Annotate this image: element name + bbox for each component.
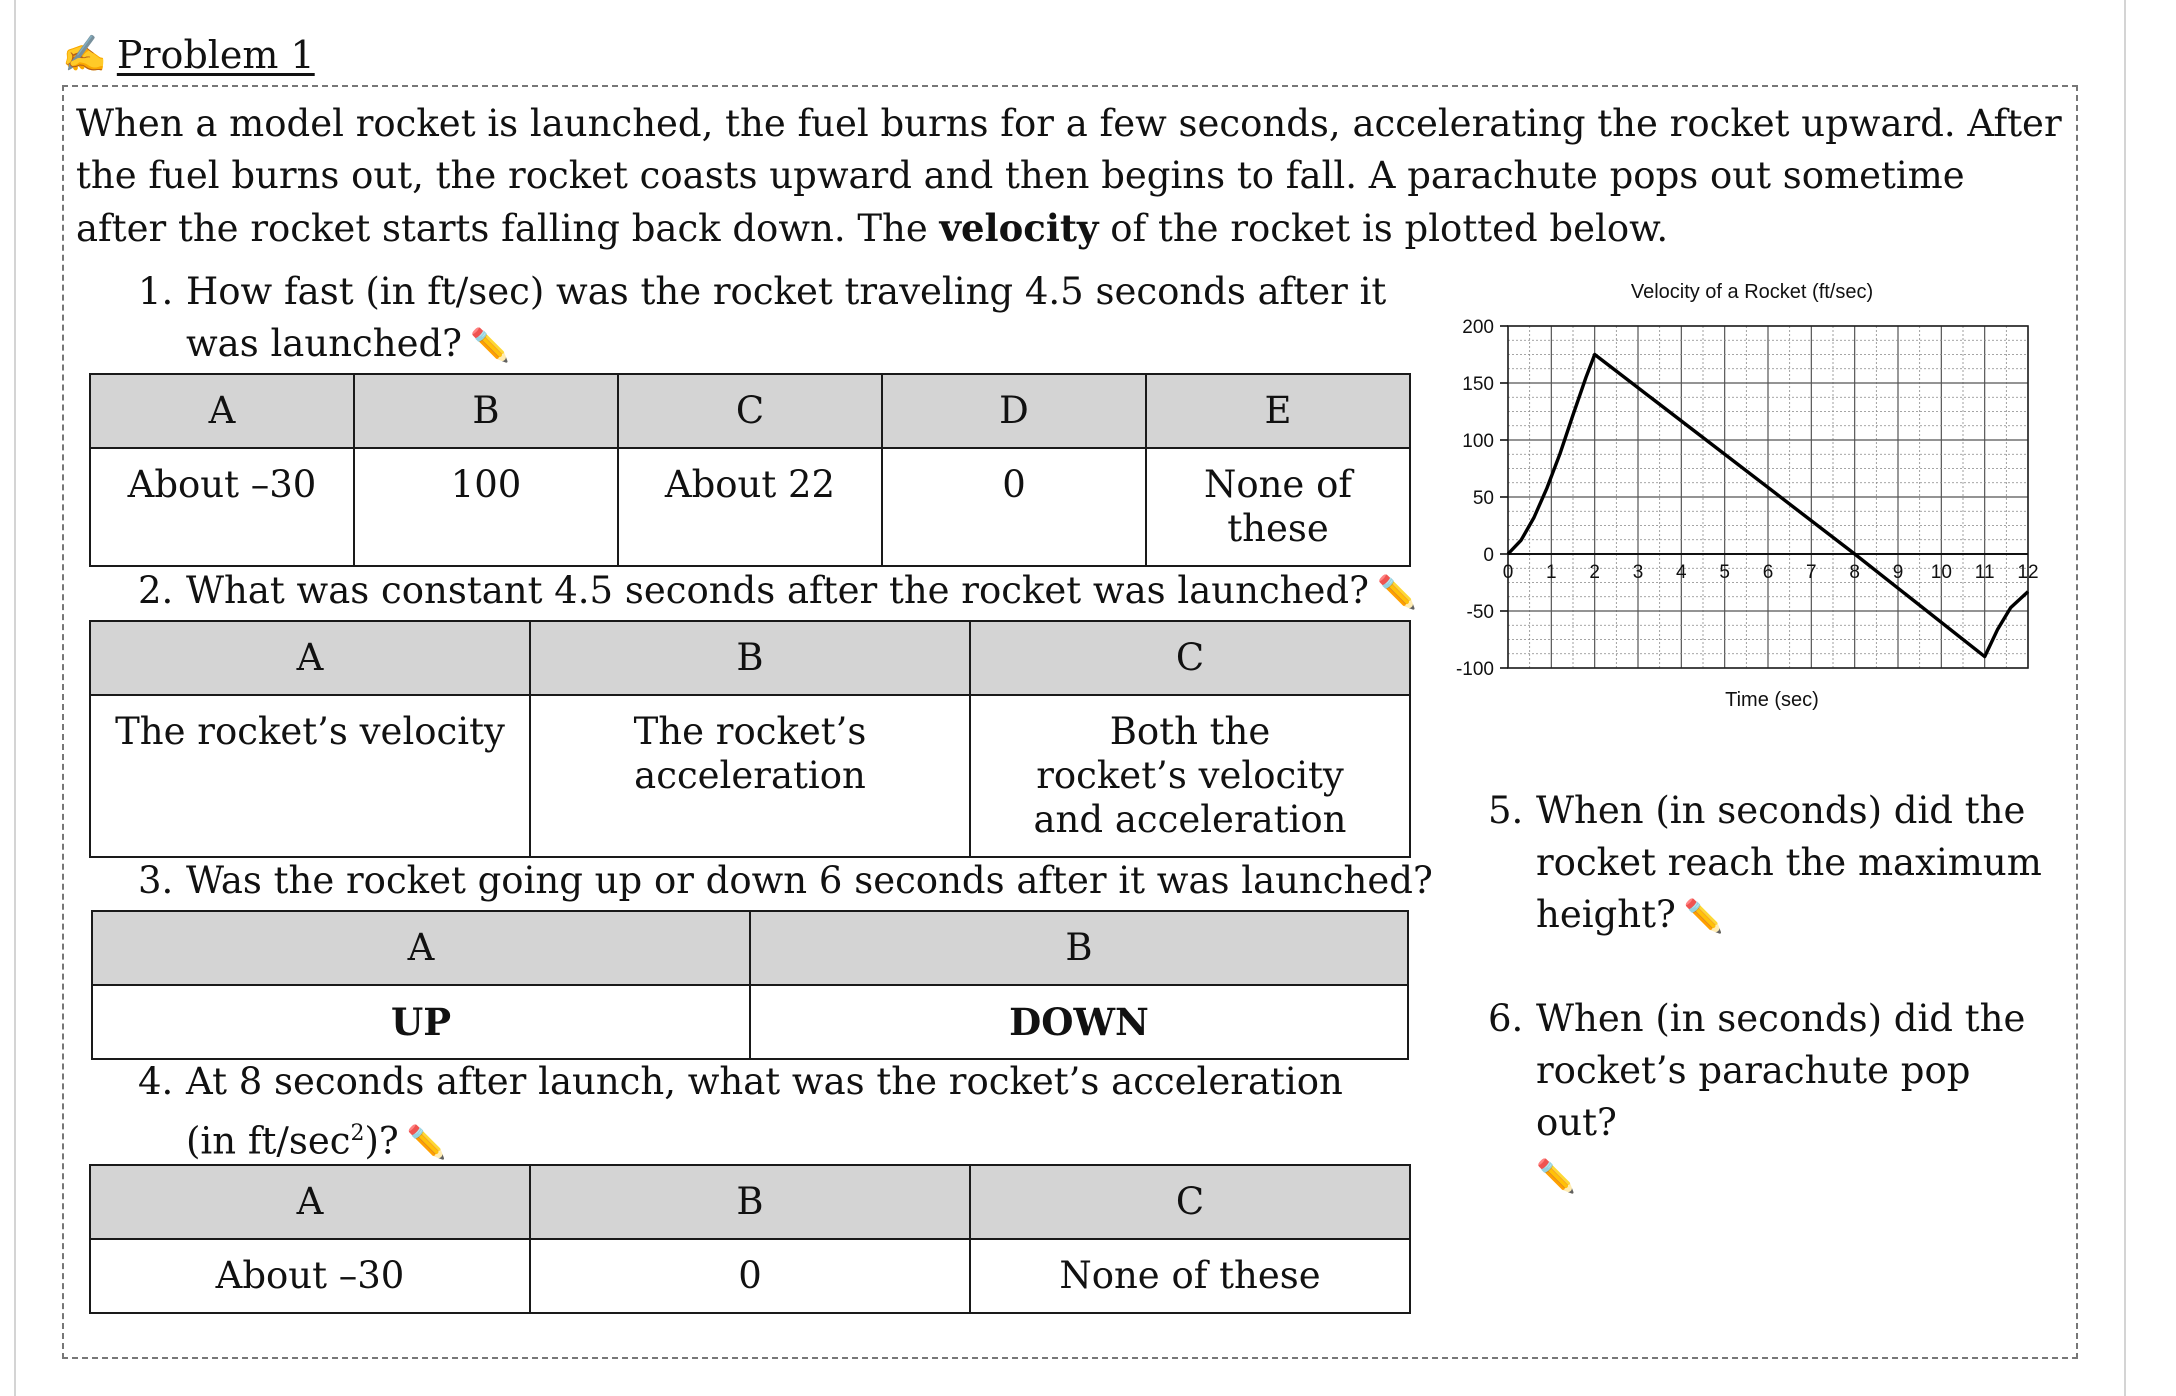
choice-header: C	[970, 1165, 1410, 1239]
answer-option[interactable]: 0	[530, 1239, 970, 1313]
page-left-border	[14, 0, 16, 1396]
y-tick-label: 100	[1462, 431, 1494, 452]
choice-header: C	[970, 621, 1410, 695]
question-text: At 8 seconds after launch, what was the rocket’s acceleration (in ft/sec	[186, 1060, 1343, 1163]
choice-header: A	[90, 374, 354, 448]
choice-header: D	[882, 374, 1146, 448]
answer-option[interactable]: DOWN	[750, 985, 1408, 1059]
answer-table-4	[89, 1164, 1411, 1314]
velocity-chart	[1430, 272, 2090, 722]
intro-text-2: of the rocket is plotted below.	[1098, 207, 1669, 250]
y-tick-label: 50	[1472, 488, 1494, 509]
choice-header: E	[1146, 374, 1410, 448]
choice-header: B	[530, 1165, 970, 1239]
question-number: 5.	[1488, 789, 1524, 832]
answer-table-1	[89, 373, 1411, 567]
question-number: 4.	[138, 1060, 174, 1103]
x-tick-label: 1	[1546, 562, 1557, 583]
choice-header: A	[90, 1165, 530, 1239]
y-tick-label: 0	[1483, 545, 1494, 566]
question-text: When (in seconds) did the rocket reach the maximum height?	[1536, 789, 2042, 936]
y-tick-label: -100	[1455, 659, 1494, 680]
answer-option[interactable]: UP	[92, 985, 750, 1059]
x-tick-label: 10	[1930, 562, 1952, 583]
chart-title: Velocity of a Rocket (ft/sec)	[1630, 281, 1874, 303]
choice-header: B	[354, 374, 618, 448]
x-tick-label: 7	[1806, 562, 1817, 583]
x-tick-label: 3	[1632, 562, 1644, 583]
question-text-end: )?	[364, 1119, 399, 1163]
question-text: What was constant 4.5 seconds after the rocket was launched?	[186, 569, 1369, 612]
answer-option[interactable]: The rocket’s acceleration	[530, 695, 970, 857]
answer-table-2	[89, 620, 1411, 858]
pencil-icon[interactable]: ✏️	[1376, 573, 1417, 611]
answer-option[interactable]: About 22	[618, 448, 882, 566]
x-tick-label: 2	[1589, 562, 1600, 583]
x-tick-label: 8	[1849, 562, 1860, 583]
answer-option[interactable]: Both the rocket’s velocity and acceleration	[970, 695, 1410, 857]
problem-intro	[76, 98, 2066, 255]
intro-text-1: When a model rocket is launched, the fuel burns for a few seconds, accelerating the rocket upward. After the fuel burns out, the rocket coasts upward and then begins to fall. A parachute pops out sometime after the rocket starts falling back down. The	[76, 102, 2062, 250]
question-number: 1.	[138, 270, 174, 313]
chart-x-axis-label: Time (sec)	[1725, 689, 1819, 711]
x-tick-label: 11	[1974, 562, 1995, 583]
pencil-icon[interactable]: ✏️	[470, 326, 510, 364]
pencil-icon[interactable]: ✏️	[1536, 1157, 1576, 1195]
x-tick-label: 12	[2017, 562, 2039, 583]
pencil-icon[interactable]: ✏️	[406, 1123, 447, 1162]
answer-option[interactable]: 100	[354, 448, 618, 566]
x-tick-label: 5	[1719, 562, 1730, 583]
intro-bold-word: velocity	[939, 206, 1099, 250]
question-text: How fast (in ft/sec) was the rocket traveling 4.5 seconds after it was launched?	[186, 270, 1387, 365]
answer-option[interactable]: None of these	[970, 1239, 1410, 1313]
question-number: 2.	[138, 569, 174, 612]
answer-option[interactable]: None of these	[1146, 448, 1410, 566]
problem-header	[62, 34, 315, 76]
choice-header: A	[92, 911, 750, 985]
writing-hand-icon: ✍	[62, 34, 107, 75]
answer-table-3	[91, 910, 1409, 1060]
choice-header: C	[618, 374, 882, 448]
question-6	[1488, 993, 2048, 1202]
x-tick-label: 4	[1676, 562, 1687, 583]
y-tick-label: 200	[1462, 317, 1494, 338]
answer-option[interactable]: 0	[882, 448, 1146, 566]
question-superscript: 2	[350, 1121, 365, 1146]
pencil-icon[interactable]: ✏️	[1683, 897, 1724, 935]
y-tick-label: 150	[1462, 374, 1494, 395]
question-number: 3.	[138, 859, 174, 902]
choice-header: B	[530, 621, 970, 695]
choice-header: A	[90, 621, 530, 695]
problem-title: Problem 1	[116, 33, 315, 77]
question-text: Was the rocket going up or down 6 seconds after it was launched?	[186, 859, 1433, 902]
answer-option[interactable]: About –30	[90, 1239, 530, 1313]
question-4	[138, 1056, 1378, 1168]
x-tick-label: 0	[1502, 562, 1514, 583]
page-right-border	[2124, 0, 2126, 1396]
y-tick-label: -50	[1466, 602, 1494, 623]
x-tick-label: 6	[1762, 562, 1774, 583]
question-1	[138, 266, 1438, 371]
question-number: 6.	[1488, 997, 1524, 1040]
answer-option[interactable]: About –30	[90, 448, 354, 566]
x-tick-label: 9	[1892, 562, 1904, 583]
question-2	[138, 565, 1438, 618]
answer-option[interactable]: The rocket’s velocity	[90, 695, 530, 857]
question-text: When (in seconds) did the rocket’s parachute pop out?	[1536, 997, 2026, 1144]
question-5	[1488, 785, 2048, 942]
choice-header: B	[750, 911, 1408, 985]
